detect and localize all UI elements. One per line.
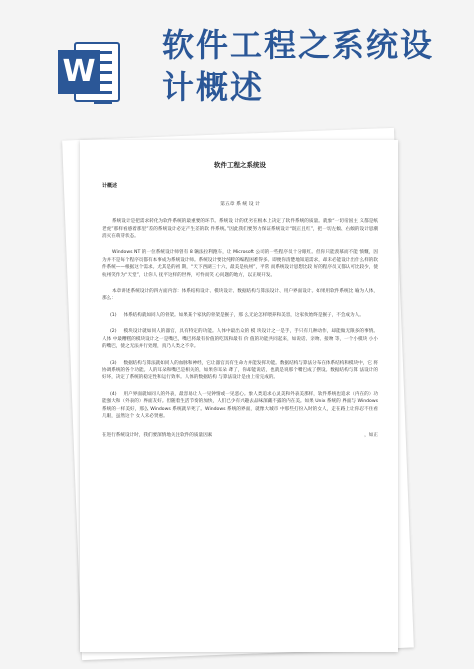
list-item [102, 360, 378, 382]
paragraph: 本章讲述系统设计的四方面内容：体系结构设计、模块设计、数据结构与算法设计、用户界面设计。如果用软件系统比 喻为人体，那么： [102, 289, 378, 302]
footer-left-text: 在进行系统设计时，我们要深情地关注软件的质量因素 [102, 433, 213, 439]
banner-title-line2: 计概述 [162, 68, 265, 106]
document-footer [102, 432, 378, 439]
list-item [102, 328, 378, 350]
banner-title-line1: 软件工程之系统设 [162, 26, 435, 64]
chapter-heading: 第五章 系 统 设 计 [220, 201, 260, 207]
list-item-number: (2) [110, 329, 117, 335]
list-item-text: 数据结构与算法就如同人的血脉和神经，它让器官具有生命力并能发挥功能。数据结构与算法分布在体系结构和模块中，它 将协调系统的各个功能。人的耳朵和嘴巴是相关的，如果你耳朵 聋了，你却能说话，也就是说那个嘴巴成了摆设。数据结构与算 法设计的好坏，决定了系统的稳定性和运行效率。人体的数据结构 与算法设计是由上帝完成的。 [102, 360, 378, 381]
list-item [102, 312, 378, 319]
footer-right-text: ，如正 [364, 433, 378, 439]
section-heading: 计概述 [102, 183, 118, 190]
list-item-text: 体系结构就如同人的骨架。如果某个家伙的骨架是猴子，那 么无论怎样喂养和美容，这家伙始终是猴子，不会成为人。 [123, 312, 364, 318]
document-title: 软件工程之系统设 [214, 161, 266, 169]
list-item-number: (4) [110, 391, 117, 397]
list-item [102, 391, 378, 421]
paragraph: 系统设计是把需求转化为软件系统的最重要的环节。系统设 计的优劣在根本上决定了软件系统的质量。就象“一切帝国主 义都是纸老虎”那样看感着那里”差的系统设计必定产生差的软 件系统。”因此我们要努力保证系统设计“既正且红”，把一切左倾、右倾的设计思潮消灭在萌芽状态。 [102, 219, 378, 240]
list-item-text: 模块设计就如同人的器官，具有特定的功能。人体中最出众的 模 块设计之一是手，手只有几种动作，却能做无限多的事情。人体 中最糟糕的模块设计之一是嘴巴，嘴巴将最有价值的吃饭和最有 价 值的功能共同起来，如说话、亲吻、接吻 等，一个小模块 小小 的嘴巴，使之无法并行处理，真乃人类之不幸。 [102, 329, 378, 350]
paragraph: Windows NT 的一位系统设计师曾有 8 辆法拉利跑车，让 Microsoft 公司的一些程序员十分眼红。但你只能羡慕而不能 愤慨，因为并不是每个程序员都有本事成为系统设计师。系统设计要比纯粹的编程困难得多。即便你清楚地知道需求，却未必能设计出什么样的软件系统——根据这个需求。尤其是的初 期，“天下西湖三十六，最美是杭州”，平常 而系统设计思想比较 好的程序员又都认可比较少，使杭州笑作为“天堂”，让你人 抚平这样的世界，可怜而笑 心问题的地方，以正规开发。 [102, 250, 378, 278]
list-item-number: (3) [110, 360, 117, 366]
list-item-text: 用户界面就如同人的外表，最容易让人一见钟情或一见恶心。象人类追求心灵美和外表美那样，软件系统也追求（内在的）功能强大和（外表的）界面友好。但随着生活节奏的加快，人们已少有兴趣去品味深藏不露的内在美。如果 Unix 系统的 界面与 Windows 系统的一样美好，那么 Windows 系统就早死了。Windows 系统的界面，就像大城市 中那些打扮入时的女人，走在路上让你忍不住看几眼，虽然这个 女人未必贤惠。 [102, 391, 378, 419]
word-icon-letter: W [58, 50, 100, 94]
banner-title [162, 24, 462, 108]
list-item-number: (1) [110, 312, 117, 318]
word-icon [58, 36, 120, 108]
header-banner [0, 0, 474, 130]
document-page [80, 140, 398, 652]
